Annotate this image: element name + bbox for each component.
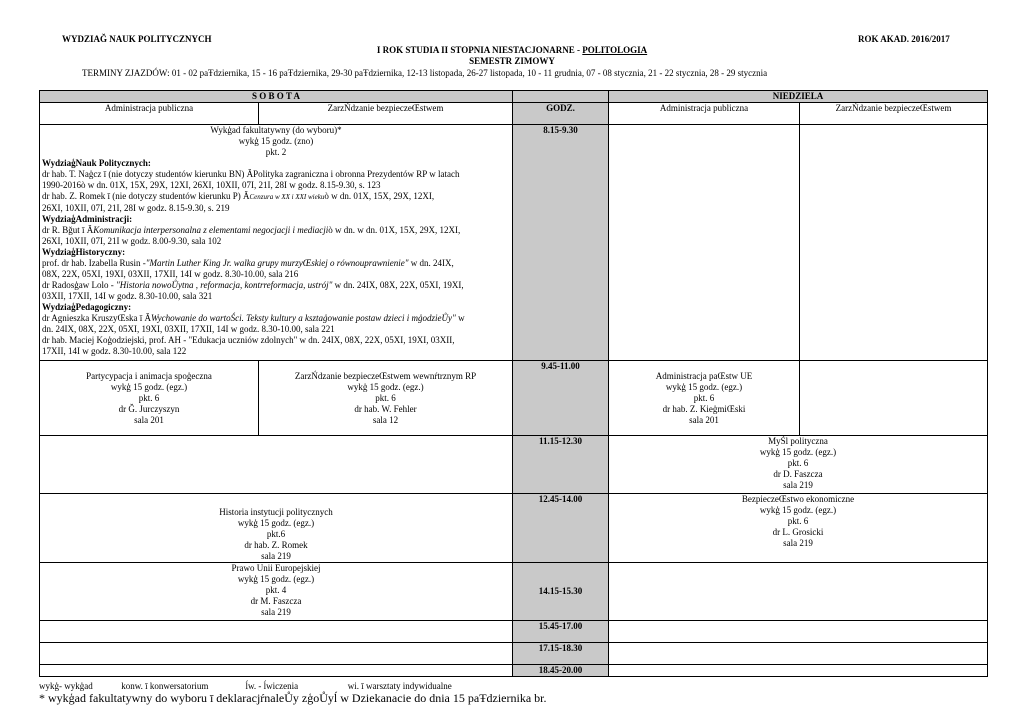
time-slot: 12.45-14.00 — [513, 494, 609, 563]
empty-cell — [609, 643, 988, 665]
course-lecturer: dr hab. W. Fehler — [354, 403, 417, 414]
course-points: pkt. 4 — [265, 585, 287, 595]
course-name: Partycypacja i animacja spoģeczna — [86, 370, 212, 381]
course-cell — [609, 494, 988, 563]
legend-workshops: wi. ī warsztaty indywidualne — [347, 681, 452, 691]
elective-entry: 17XII, 14I w godz. 8.30-10.00, sala 122 — [42, 346, 187, 356]
empty-cell — [40, 621, 513, 643]
entry-dates: w dn. 24IX, 08X, 22X, 05XI, 19XI, — [332, 280, 464, 290]
empty-cell — [609, 125, 800, 361]
elective-entry — [42, 313, 510, 324]
legend-exercises: ĺw. - ĺwiczenia — [245, 681, 299, 691]
entry-lecturer: dr hab. Z. Romek ī (nie dotyczy studentów kierunku P) Ă — [42, 191, 250, 201]
course-room: sala 219 — [261, 607, 291, 617]
course-hours: wykģ 15 godz. (egz.) — [759, 447, 837, 457]
elective-entry: 03XII, 17XII, 14I w godz. 8.30-10.00, sala 321 — [42, 291, 213, 301]
schedule-table — [39, 90, 988, 677]
course-lecturer: dr M. Faszcza — [250, 596, 302, 606]
course-room: sala 219 — [783, 538, 813, 548]
entry-topic: "Historia nowoŮytna , reformacja, kontrreformacja, ustrój" — [116, 280, 333, 290]
course-points: pkt. 6 — [138, 392, 160, 403]
elective-entry — [42, 258, 510, 269]
col-administration-sat: Administracja publiczna — [40, 103, 259, 125]
course-name: Administracja paŒstw UE — [655, 370, 753, 381]
elective-entry: dn. 24IX, 08X, 22X, 05XI, 19XI, 03XII, 17XII, 14I w godz. 8.30-10.00, sala 221 — [42, 324, 335, 334]
time-slot: 9.45-11.00 — [513, 361, 609, 436]
course-room: sala 201 — [689, 414, 719, 425]
document-title — [0, 45, 1024, 55]
course-cell — [259, 361, 513, 436]
entry-lecturer: prof. dr hab. Izabella Rusin - — [42, 258, 146, 268]
time-slot: 15.45-17.00 — [513, 621, 609, 643]
col-security-mgmt-sun: ZarzŃdzanie bezpieczeŒstwem — [800, 103, 988, 125]
empty-cell — [609, 665, 988, 677]
course-lecturer: dr Ğ. Jurczyszyn — [118, 403, 180, 414]
col-security-mgmt-sat: ZarzŃdzanie bezpieczeŒstwem — [259, 103, 513, 125]
course-hours: wykģ 15 godz. (egz.) — [665, 381, 743, 392]
entry-dates: w dn. 24IX, — [408, 258, 454, 268]
entry-topic: Komunikacja interpersonalna z elementami negocjacji i mediacji — [93, 225, 329, 235]
course-hours: wykģ 15 godz. (egz.) — [110, 381, 188, 392]
empty-cell — [800, 125, 988, 361]
course-lecturer: dr D. Faszcza — [773, 469, 823, 479]
elective-entry: 26XI, 10XII, 07I, 21I, 28I w godz. 8.15-9.30, s. 219 — [42, 203, 230, 213]
meeting-dates: TERMINY ZJAZDÓW: 01 - 02 paŦdziernika, 15 - 16 paŦdziernika, 29-30 paŦdziernika, 12-13 listopada, 26-27 listopada, 10 - 11 grudnia, 07 - 08 stycznia, 21 - 22 stycznia, 28 - 29 stycznia — [82, 68, 768, 78]
elective-entry: dr hab. Maciej Koģodziejski, prof. AH - "Edukacja uczniów zdolnych" w dn. 24IX, 08X, 22X, 05XI, 19XI, 03XII, — [42, 335, 455, 345]
course-hours: wykģ 15 godz. (egz.) — [237, 518, 315, 528]
elective-entry — [42, 191, 510, 203]
elective-entry — [42, 280, 510, 291]
course-room: sala 12 — [372, 414, 399, 425]
course-points: pkt. 6 — [787, 458, 809, 468]
course-cell — [40, 361, 259, 436]
col-hours: GODZ. — [513, 103, 609, 125]
course-cell — [40, 494, 513, 563]
sunday-header: NIEDZIELA — [609, 91, 988, 103]
course-name: ZarzŃdzanie bezpieczeŒstwem wewnŕtrznym RP — [294, 370, 477, 381]
course-cell — [40, 563, 513, 621]
entry-topic: Cenzura w XX i XXI wieku — [249, 193, 325, 201]
elective-entry: 26XI, 10XII, 07I, 21I w godz. 8.00-9.30, sala 102 — [42, 236, 222, 246]
title-field: POLITOLOGIA — [582, 45, 648, 55]
empty-cell — [609, 621, 988, 643]
academic-year: ROK AKAD. 2016/2017 — [858, 34, 950, 44]
course-hours: wykģ 15 godz. (egz.) — [347, 381, 424, 392]
course-room: sala 219 — [783, 480, 813, 490]
course-name: BezpieczeŒstwo ekonomiczne — [741, 494, 855, 504]
course-cell — [609, 436, 988, 494]
semester-title: SEMESTR ZIMOWY — [469, 56, 555, 66]
elective-footnote: * wykģad fakultatywny do wyboru ī deklaracjŕnaleŮy zģoŮyĺ w Dziekanacie do dnia 15 paŦdziernika br. — [39, 691, 547, 705]
elective-points: pkt. 2 — [265, 147, 287, 157]
course-points: pkt.6 — [266, 529, 286, 539]
empty-cell — [40, 643, 513, 665]
course-points: pkt. 6 — [693, 392, 715, 403]
course-room: sala 201 — [134, 414, 164, 425]
course-hours: wykģ 15 godz. (egz.) — [237, 574, 315, 584]
course-name: MyŚl polityczna — [768, 436, 828, 446]
elective-hours: wykģ 15 godz. (zno) — [238, 136, 314, 146]
entry-dates: ò w dn. 01X, 15X, 29X, 12XI, — [324, 191, 435, 201]
course-room: sala 219 — [261, 551, 291, 561]
time-slot: 11.15-12.30 — [513, 436, 609, 494]
elective-lecture-cell — [40, 125, 513, 361]
time-slot: 14.15-15.30 — [513, 563, 609, 621]
course-name: Prawo Unii Europejskiej — [231, 563, 321, 573]
elective-entry: 08X, 22X, 05XI, 19XI, 03XII, 17XII, 14I w godz. 8.30-10.00, sala 216 — [42, 269, 299, 279]
faculty-political-heading: WydziaģNauk Politycznych: — [42, 158, 151, 168]
course-points: pkt. 6 — [375, 392, 396, 403]
elective-title: Wykģad fakultatywny (do wyboru)* — [210, 125, 342, 135]
course-cell — [609, 361, 800, 436]
col-administration-sun: Administracja publiczna — [609, 103, 800, 125]
elective-entry — [42, 225, 510, 236]
time-slot: 17.15-18.30 — [513, 643, 609, 665]
elective-entry: dr hab. T. Naģcz ī (nie dotyczy studentów kierunku BN) ĂPolityka zagraniczna i obronna Prezydentów RP w latach — [42, 169, 460, 179]
course-lecturer: dr L. Grosicki — [772, 527, 824, 537]
entry-lecturer: dr Agnieszka KruszyŒska ī Ă — [42, 313, 151, 323]
entry-topic: Wychowanie do wartoŚci. Teksty kultury a ksztaģowanie postaw dzieci i mģodzieŮy" — [150, 313, 456, 323]
course-lecturer: dr hab. Z. Romek — [244, 540, 308, 550]
empty-cell — [609, 563, 988, 621]
title-prefix: I ROK STUDIA II STOPNIA NIESTACJONARNE - — [376, 45, 583, 55]
empty-cell — [800, 361, 988, 436]
faculty-administration-heading: WydziaģAdministracji: — [42, 214, 133, 224]
abbreviation-legend — [39, 681, 452, 691]
course-hours: wykģ 15 godz. (egz.) — [759, 505, 837, 515]
legend-lecture: wykģ- wykģad — [39, 681, 93, 691]
time-slot: 18.45-20.00 — [513, 665, 609, 677]
elective-entry: 1990-2016ò w dn. 01X, 15X, 29X, 12XI, 26XI, 10XII, 07I, 21I, 28I w godz. 8.15-9.30, s. 123 — [42, 180, 381, 190]
empty-cell — [40, 665, 513, 677]
entry-lecturer: dr Radosģaw Lolo - — [42, 280, 116, 290]
time-slot: 8.15-9.30 — [513, 125, 609, 361]
entry-dates: ò w dn. w dn. 01X, 15X, 29X, 12XI, — [328, 225, 461, 235]
course-lecturer: dr hab. Z. KieģmiŒski — [662, 403, 746, 414]
legend-conversatorium: konw. ī konwersatorium — [121, 681, 209, 691]
course-name: Historia instytucji politycznych — [219, 507, 333, 517]
entry-lecturer: dr R. Bğut ī Ă — [42, 225, 94, 235]
saturday-header: S O B O T A — [40, 91, 513, 103]
faculty-name: WYDZIAĞ NAUK POLITYCZNYCH — [62, 34, 212, 44]
faculty-pedagogy-heading: WydziaģPedagogiczny: — [42, 302, 132, 312]
entry-topic: "Martin Luther King Jr. walka grupy murzyŒskiej o równouprawnienie" — [145, 258, 409, 268]
time-header-blank — [513, 91, 609, 103]
faculty-history-heading: WydziaģHistoryczny: — [42, 247, 126, 257]
empty-cell — [40, 436, 513, 494]
entry-dates: w — [455, 313, 465, 323]
course-points: pkt. 6 — [787, 516, 809, 526]
